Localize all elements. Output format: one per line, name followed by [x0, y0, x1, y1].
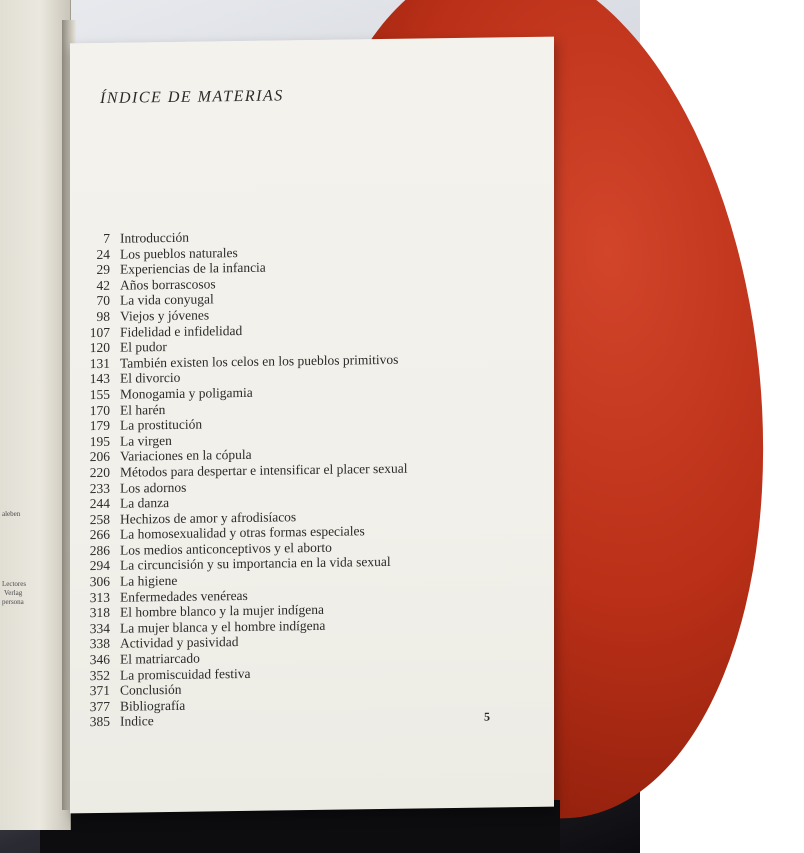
toc-title: La vida conyugal: [120, 291, 214, 309]
toc-title: Conclusión: [120, 682, 182, 698]
toc-page-number: 352: [89, 667, 110, 683]
toc-title: Monogamia y poligamia: [120, 384, 253, 402]
toc-page-number: 258: [89, 511, 110, 527]
toc-page-number: 334: [89, 620, 110, 636]
toc-page-number: 195: [89, 433, 110, 449]
toc-page-number: 131: [89, 355, 110, 371]
left-page: [0, 0, 71, 830]
toc-page-number: 107: [89, 324, 110, 340]
toc-page-number: 29: [96, 262, 110, 278]
toc-page-number: 155: [89, 386, 110, 403]
toc-title: Métodos para despertar e intensificar el placer sexual: [120, 460, 408, 480]
toc-page-number: 206: [89, 449, 110, 465]
toc-page-number: 338: [89, 636, 110, 652]
toc-title: El harén: [120, 401, 166, 418]
toc-title: La danza: [120, 495, 170, 511]
left-page-text: Lectores: [2, 580, 27, 588]
toc-page-number: 120: [89, 339, 110, 356]
toc-page-number: 313: [89, 589, 110, 605]
toc-page-number: 98: [96, 308, 110, 324]
toc-title: Variaciones en la cópula: [120, 447, 252, 464]
toc-title: El divorcio: [120, 370, 181, 387]
left-page-text: aleben: [2, 510, 21, 518]
toc-title: Fidelidad e infidelidad: [120, 322, 243, 340]
page-title: ÍNDICE DE MATERIAS: [100, 87, 284, 107]
toc-page-number: 346: [89, 651, 110, 668]
toc-page-number: 294: [89, 558, 110, 574]
toc-page-number: 233: [89, 480, 110, 496]
toc-page-number: 7: [103, 230, 110, 246]
toc-page-number: 385: [89, 714, 110, 730]
toc-page-number: 24: [96, 246, 110, 262]
toc-page-number: 42: [96, 277, 110, 293]
toc-title: Los medios anticonceptivos y el aborto: [120, 539, 332, 558]
toc-page-number: 377: [89, 698, 110, 714]
toc-title: El matriarcado: [120, 650, 200, 667]
table-of-contents: [70, 225, 540, 731]
toc-title: Actividad y pasividad: [120, 634, 239, 652]
book-page: [70, 37, 554, 814]
toc-title: La circuncisión y su importancia en la vida sexual: [120, 554, 391, 574]
toc-title: La prostitución: [120, 416, 203, 433]
toc-title: Enfermedades venéreas: [120, 587, 248, 605]
toc-title: Bibliografía: [120, 697, 186, 714]
toc-title: La mujer blanca y el hombre indígena: [120, 617, 326, 636]
toc-title: Los pueblos naturales: [120, 244, 238, 262]
toc-title: Viejos y jóvenes: [120, 307, 210, 324]
toc-title: El hombre blanco y la mujer indígena: [120, 602, 324, 620]
toc-title: Experiencias de la infancia: [120, 259, 266, 277]
toc-title: También existen los celos en los pueblos primitivos: [120, 351, 399, 371]
toc-page-number: 318: [89, 605, 110, 621]
toc-page-number: 220: [89, 464, 110, 481]
left-page-snippet: [0, 510, 21, 519]
left-page-snippet-group: [0, 580, 27, 607]
toc-title: La promiscuidad festiva: [120, 665, 251, 683]
toc-title: La homosexualidad y otras formas especiales: [120, 523, 365, 542]
toc-page-number: 266: [89, 527, 110, 543]
toc-page-number: 70: [96, 293, 110, 309]
left-page-text: Verlag: [4, 589, 23, 597]
toc-title: Hechizos de amor y afrodisíacos: [120, 508, 297, 527]
left-page-text: persona: [2, 598, 24, 606]
toc-page-number: 371: [89, 683, 110, 699]
toc-title: Introducción: [120, 229, 189, 246]
toc-title: Años borrascosos: [120, 276, 216, 293]
toc-page-number: 170: [89, 402, 110, 418]
toc-page-number: 143: [89, 371, 110, 387]
toc-page-number: 244: [89, 495, 110, 512]
toc-title: Los adornos: [120, 479, 187, 496]
toc-title: La virgen: [120, 432, 172, 449]
toc-title: Indice: [120, 713, 154, 730]
page-number: 5: [484, 709, 490, 724]
toc-page-number: 306: [89, 573, 110, 590]
toc-title: El pudor: [120, 339, 167, 355]
toc-page-number: 286: [89, 542, 110, 558]
toc-page-number: 179: [89, 417, 110, 434]
toc-title: La higiene: [120, 572, 178, 589]
